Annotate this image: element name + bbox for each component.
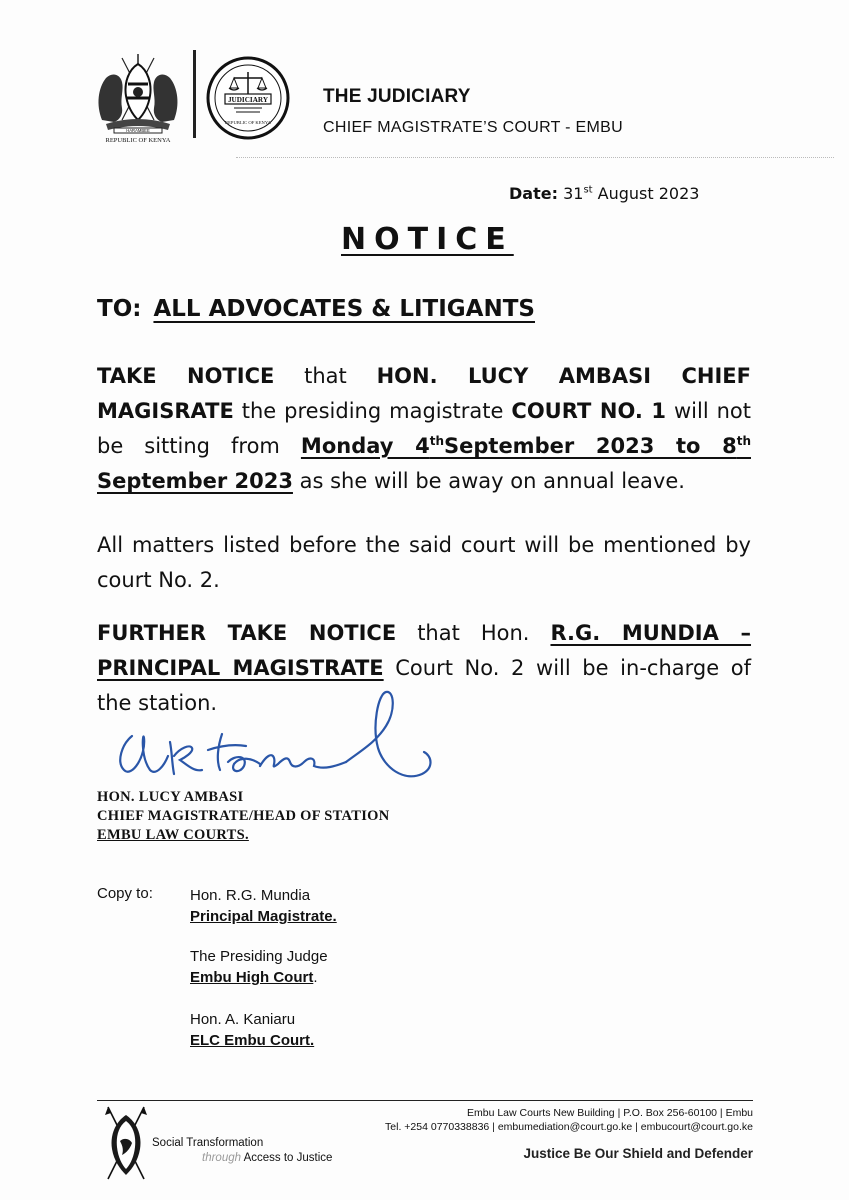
- date-day: 31: [563, 184, 584, 203]
- handwritten-signature: [110, 686, 440, 790]
- copy-recipient-title: Embu High Court: [190, 969, 314, 986]
- header-divider: [236, 157, 834, 158]
- footer-slogan-line-2: [202, 1152, 332, 1164]
- date-month-year: August 2023: [597, 184, 700, 203]
- addressee-recipients: ALL ADVOCATES & LITIGANTS: [153, 296, 535, 322]
- p1-end-date: September 2023 to 8: [444, 434, 737, 458]
- header-subtitle: CHIEF MAGISTRATE’S COURT - EMBU: [323, 119, 623, 136]
- footer-slogan-access: Access to Justice: [241, 1152, 333, 1164]
- p1-start-date-suffix: th: [429, 434, 444, 448]
- signatory-office: EMBU LAW COURTS.: [97, 827, 249, 843]
- footer-contact: [385, 1106, 753, 1134]
- addressee-label: TO:: [97, 296, 142, 322]
- p1-magistrate-name: HON. LUCY AMBASI CHIEF MAGISRATE: [97, 364, 751, 423]
- copy-recipient-title: Principal Magistrate.: [190, 908, 337, 925]
- kenya-coat-of-arms-logo: [92, 50, 184, 145]
- copy-recipient: [190, 885, 337, 927]
- p3-text-1: that Hon.: [396, 621, 551, 645]
- p1-text-1: that: [274, 364, 377, 388]
- copy-recipient-name: Hon. R.G. Mundia: [190, 887, 311, 904]
- judiciary-seal-logo: [206, 56, 290, 140]
- copy-recipient: [190, 946, 328, 988]
- p3-further-notice: FURTHER TAKE NOTICE: [97, 621, 397, 645]
- copy-recipient: [190, 1009, 314, 1051]
- judiciary-seal-label: JUDICIARY: [227, 96, 269, 104]
- coat-of-arms-caption: REPUBLIC OF KENYA: [105, 137, 171, 144]
- p1-start-date: Monday 4: [300, 434, 430, 458]
- shield-spears-emblem: [100, 1103, 152, 1183]
- notice-date: [509, 184, 699, 203]
- logo-divider: [193, 50, 196, 138]
- date-day-suffix: st: [583, 184, 593, 196]
- signatory-block: [97, 788, 390, 845]
- p1-take-notice: TAKE NOTICE: [97, 364, 275, 388]
- copy-recipient-name: Hon. A. Kaniaru: [190, 1011, 296, 1028]
- p1-text-3: will not be sitting from: [97, 399, 751, 458]
- copy-recipient-title-trail: .: [313, 969, 318, 986]
- p1-end-month: September 2023: [97, 469, 293, 493]
- p3-principal-magistrate: R.G. MUNDIA – PRINCIPAL MAGISTRATE: [97, 621, 752, 680]
- footer-slogan-through: through: [202, 1152, 242, 1164]
- addressee-line: [97, 296, 535, 322]
- notice-paragraph-1: [97, 359, 751, 499]
- p1-court-number: COURT NO. 1: [511, 399, 667, 423]
- copy-recipient-title: ELC Embu Court.: [190, 1032, 315, 1049]
- date-label: Date:: [509, 184, 558, 203]
- footer-divider: [97, 1100, 753, 1101]
- footer-motto: Justice Be Our Shield and Defender: [523, 1146, 753, 1161]
- p1-end-date-suffix: th: [736, 434, 751, 448]
- footer-phone-email: Tel. +254 0770338836 | embumediation@court.go.ke | embucourt@court.go.ke: [385, 1121, 753, 1133]
- footer-address: Embu Law Courts New Building | P.O. Box 256-60100 | Embu: [467, 1107, 753, 1119]
- copy-recipient-name: The Presiding Judge: [190, 948, 328, 965]
- p1-text-4: as she will be away on annual leave.: [292, 469, 685, 493]
- notice-paragraph-2: All matters listed before the said court will be mentioned by court No. 2.: [97, 533, 751, 592]
- copy-to-label: Copy to:: [97, 885, 153, 902]
- p3-text-2: Court No. 2 will be in-charge of the station.: [97, 656, 751, 715]
- header-title: THE JUDICIARY: [323, 86, 471, 107]
- notice-title: NOTICE: [341, 222, 514, 257]
- signatory-position: CHIEF MAGISTRATE/HEAD OF STATION: [97, 808, 390, 824]
- footer-slogan-line-1: Social Transformation: [152, 1137, 264, 1149]
- coat-of-arms-motto: HARAMBEE: [126, 128, 150, 134]
- signatory-name: HON. LUCY AMBASI: [97, 789, 244, 805]
- p1-text-2: the presiding magistrate: [233, 399, 512, 423]
- judiciary-seal-caption: REPUBLIC OF KENYA: [225, 120, 271, 125]
